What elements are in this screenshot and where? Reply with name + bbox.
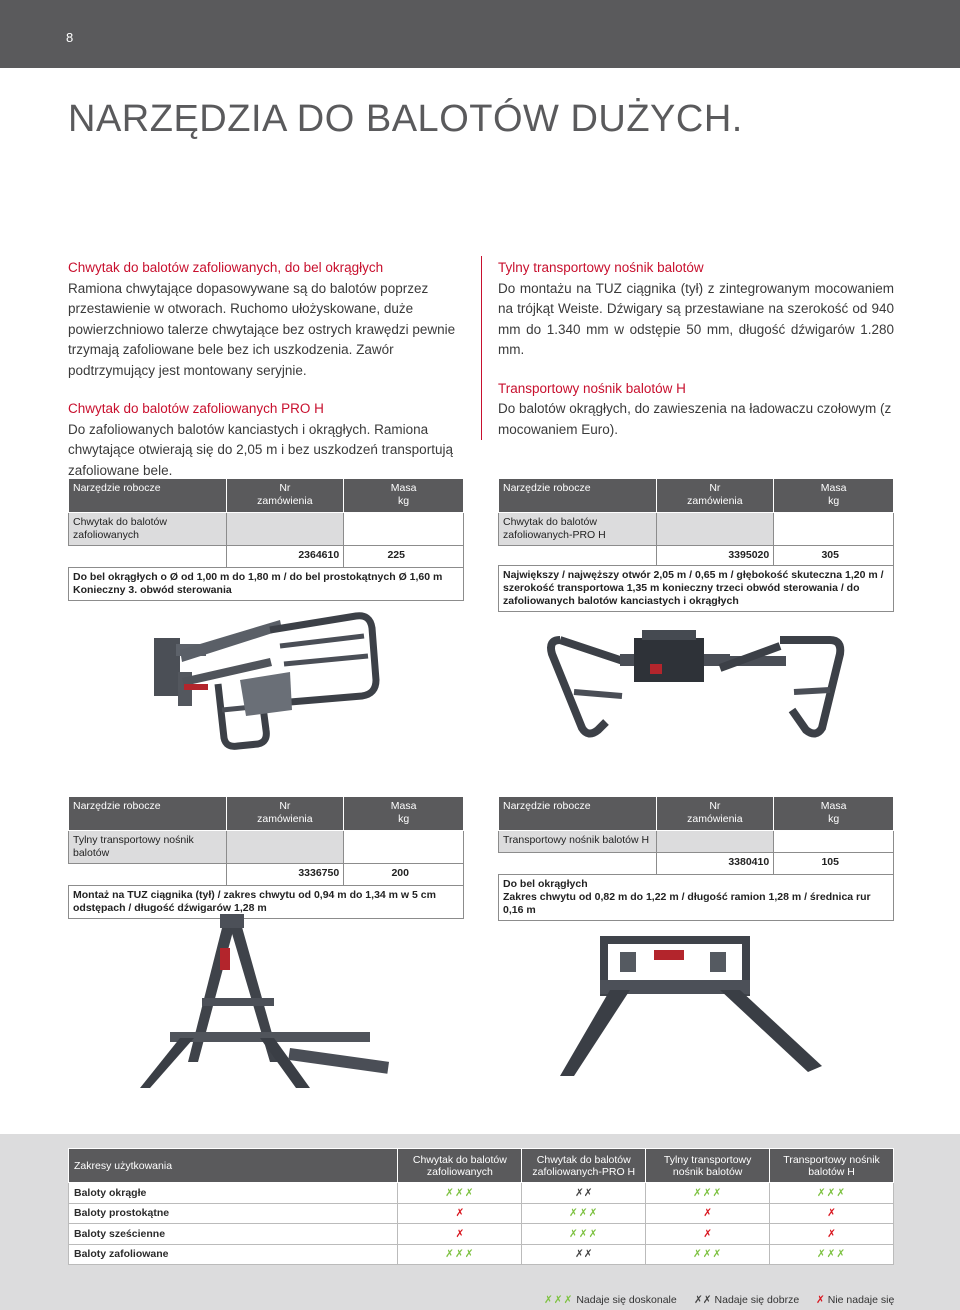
col-header-order: Nr zamówienia: [226, 797, 344, 831]
gray-cell: [656, 831, 774, 853]
section-heading: Tylny transportowy nośnik balotów: [498, 260, 704, 275]
product-description: Montaż na TUZ ciągnika (tył) / zakres chwytu od 0,94 m do 1,34 m w 5 cm odstępach / długość dźwigarów 1,28 m: [69, 886, 464, 919]
rating-mark: ✗: [827, 1227, 836, 1240]
usage-row: [69, 1224, 894, 1245]
col-header-tool: Narzędzie robocze: [69, 479, 227, 513]
col-header-mass: Masa kg: [774, 479, 894, 513]
empty-cell: [69, 546, 227, 568]
rating-mark: ✗✗: [574, 1186, 593, 1199]
col-header-mass: Masa kg: [344, 479, 464, 513]
legend-mark: ✗✗: [694, 1294, 712, 1306]
empty-cell: [344, 513, 464, 546]
product-description: Największy / najwęższy otwór 2,05 m / 0,65 m / głębokość skuteczna 1,20 m / szerokość transportowa 1,35 m konieczny trzeci obwód sterowania / do zafoliowanych balotów kanciastych i okrągłych: [499, 566, 894, 612]
usage-table: [68, 1148, 894, 1265]
rating-mark: ✗: [703, 1227, 713, 1240]
legend-excellent: [544, 1294, 677, 1306]
rating-mark: ✗✗✗: [816, 1248, 847, 1261]
rating-mark: ✗: [455, 1207, 465, 1220]
carrier-h-image: [560, 926, 830, 1086]
product-name: Chwytak do balotów zafoliowanych: [69, 513, 227, 546]
section-heading: Chwytak do balotów zafoliowanych PRO H: [68, 401, 324, 416]
col-header-mass: Masa kg: [344, 797, 464, 831]
legend-good: [694, 1294, 799, 1306]
section-body: Ramiona chwytające dopasowywane są do balotów poprzez przestawienie w otworach. Ruchomo ułożyskowane, duże powierzchniowo talerze chwytające bez ostrych krawędzi pewnie trzymają zafoliowane bele bez ich uszkodzenia. Zawór podtrzymujący jest montowany seryjnie.: [68, 280, 456, 378]
col-header-tool: Narzędzie robocze: [499, 479, 657, 513]
rating-mark: ✗✗✗: [692, 1186, 723, 1199]
usage-row-label: Baloty okrągłe: [69, 1183, 398, 1204]
col-header-order: Nr zamówienia: [226, 479, 344, 513]
usage-row-label: Baloty sześcienne: [69, 1224, 398, 1245]
rating-mark: ✗✗✗: [569, 1207, 599, 1220]
mass-value: 225: [344, 546, 464, 568]
page-number: 8: [66, 30, 74, 45]
legend-mark: ✗✗✗: [544, 1294, 574, 1306]
empty-cell: [774, 513, 894, 546]
rating-mark: ✗✗✗: [445, 1248, 475, 1261]
section-heading: Chwytak do balotów zafoliowanych, do bel okrągłych: [68, 260, 384, 275]
intro-section: [498, 258, 894, 361]
rating-mark: ✗✗✗: [816, 1186, 847, 1199]
order-number: 3336750: [226, 864, 344, 886]
spec-table-bale-grab: [68, 478, 464, 601]
section-body: Do balotów okrągłych, do zawieszenia na ładowaczu czołowym (z mocowaniem Euro).: [498, 401, 892, 437]
spec-table-carrier-h: [498, 796, 894, 921]
usage-row-label: Baloty zafoliowane: [69, 1244, 398, 1265]
gray-cell: [226, 513, 344, 546]
usage-header-col: Tylny transportowy nośnik balotów: [646, 1149, 770, 1183]
col-header-order: Nr zamówienia: [656, 479, 774, 513]
usage-header-col: Chwytak do balotów zafoliowanych-PRO H: [522, 1149, 646, 1183]
order-number: 3395020: [656, 546, 774, 566]
intro-section: [68, 399, 464, 481]
spec-table-pro-h: [498, 478, 894, 612]
rating-mark: ✗✗: [574, 1248, 593, 1261]
product-name: Tylny transportowy nośnik balotów: [69, 831, 227, 864]
intro-left-column: [68, 258, 464, 499]
rating-mark: ✗: [455, 1227, 465, 1240]
pro-h-grab-image: [530, 610, 860, 750]
mass-value: 305: [774, 546, 894, 566]
empty-cell: [69, 864, 227, 886]
rating-mark: ✗✗✗: [692, 1248, 723, 1261]
bale-grab-image: [120, 600, 420, 750]
gray-cell: [226, 831, 344, 864]
rating-mark: ✗✗✗: [569, 1227, 599, 1240]
usage-row: [69, 1183, 894, 1204]
col-header-tool: Narzędzie robocze: [69, 797, 227, 831]
col-header-mass: Masa kg: [774, 797, 894, 831]
page-title: NARZĘDZIA DO BALOTÓW DUŻYCH.: [68, 98, 743, 140]
intro-section: [498, 379, 894, 441]
order-number: 3380410: [656, 853, 774, 875]
usage-header-range: Zakresy użytkowania: [69, 1149, 398, 1183]
usage-row: [69, 1203, 894, 1224]
empty-cell: [499, 546, 657, 566]
col-header-order: Nr zamówienia: [656, 797, 774, 831]
legend-label: Nie nadaje się: [827, 1294, 895, 1306]
column-divider: [481, 256, 482, 440]
top-bar: [0, 0, 960, 68]
usage-header-col: Transportowy nośnik balotów H: [770, 1149, 894, 1183]
mass-value: 105: [774, 853, 894, 875]
section-heading: Transportowy nośnik balotów H: [498, 380, 686, 396]
product-description: Do bel okrągłych o Ø od 1,00 m do 1,80 m / do bel prostokątnych Ø 1,60 m Konieczny 3. obwód sterowania: [69, 568, 464, 601]
usage-row-label: Baloty prostokątne: [69, 1203, 398, 1224]
rating-mark: ✗: [827, 1207, 836, 1220]
product-name: Chwytak do balotów zafoliowanych-PRO H: [499, 513, 657, 546]
legend-label: Nadaje się dobrze: [714, 1294, 800, 1306]
section-body: Do zafoliowanych balotów kanciastych i okrągłych. Ramiona chwytające otwierają się do 2,05 m i bez uszkodzeń transportują zafoliowane bele.: [68, 421, 453, 478]
rating-mark: ✗: [703, 1207, 713, 1220]
gray-cell: [656, 513, 774, 546]
intro-right-column: [498, 258, 894, 458]
col-header-tool: Narzędzie robocze: [499, 797, 657, 831]
order-number: 2364610: [226, 546, 344, 568]
spec-table-rear-carrier: [68, 796, 464, 919]
rating-mark: ✗✗✗: [445, 1186, 475, 1199]
empty-cell: [774, 831, 894, 853]
product-description: Do bel okrągłych Zakres chwytu od 0,82 m do 1,22 m / długość ramion 1,28 m / średnica rur 0,16 m: [499, 875, 894, 921]
mass-value: 200: [344, 864, 464, 886]
empty-cell: [499, 853, 657, 875]
usage-row: [69, 1244, 894, 1265]
usage-header-col: Chwytak do balotów zafoliowanych: [398, 1149, 522, 1183]
intro-section: [68, 258, 464, 381]
section-body: Do montażu na TUZ ciągnika (tył) z zintegrowanym mocowaniem na trójkąt Weiste. Dźwigary są przestawiane na szerokość od 940 mm do 1.340 mm w odstępie 50 mm, długość dźwigarów 1.280 mm.: [498, 280, 894, 357]
legend-no: [816, 1294, 894, 1306]
rear-carrier-image: [140, 912, 390, 1092]
legend-mark: ✗: [816, 1294, 825, 1306]
product-name: Transportowy nośnik balotów H: [499, 831, 657, 853]
empty-cell: [344, 831, 464, 864]
legend-label: Nadaje się doskonale: [576, 1294, 677, 1306]
